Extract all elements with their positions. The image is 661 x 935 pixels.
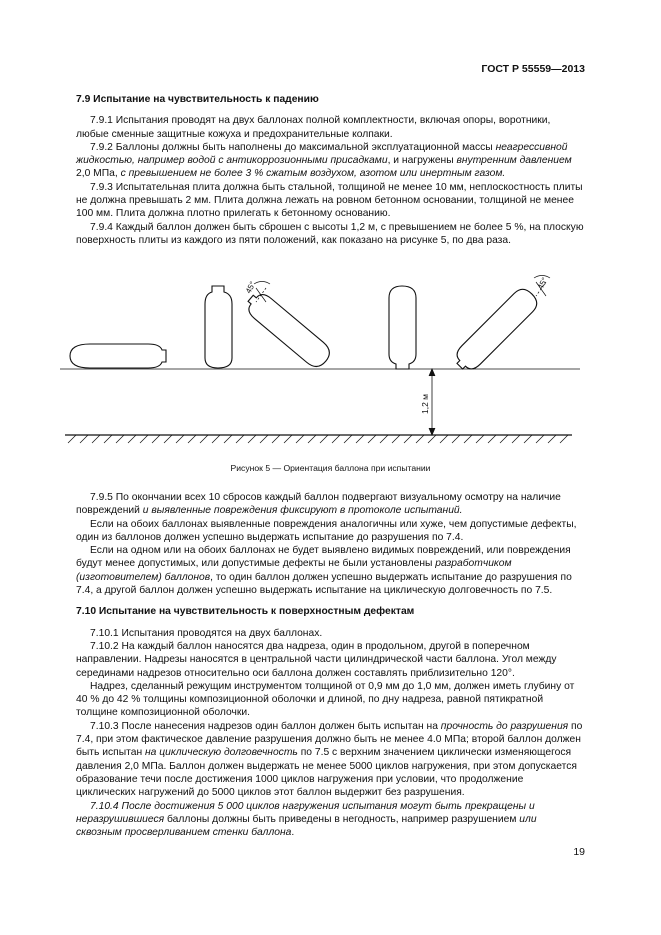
para-7-9-2: 7.9.2 Баллоны должны быть наполнены до максимальной эксплуатационной массы неагрессивной жидкостью, например водой с антикоррозионными присадками, и нагружены внутренним давлением 2,0 МПа, с превышением не более 3 % сжатым воздухом, азотом или инертным газом. [76, 141, 572, 180]
angle-label-1: 45° [243, 280, 258, 295]
para-7-10-1: 7.10.1 Испытания проводятся на двух баллонах. [90, 627, 323, 639]
cylinder-horizontal [70, 344, 166, 368]
height-label: 1,2 м [420, 393, 430, 414]
section-7-9-title: 7.9 Испытание на чувствительность к падению [76, 94, 319, 105]
para-7-10-3: 7.10.3 После нанесения надрезов один баллон должен быть испытан на прочность до разрушения по 7.4, при этом фактическое давление разрушения должно быть не менее 4.0 МПа; второй баллон должен быть испытан на циклическую долговечность по 7.5 с верхним значением циклически изменяющегося давления 2,0 МПа. Баллон должен выдержать не менее 5000 циклов нагружения, при этом допускается образование течи после достижения 1000 циклов нагружения при условии, что продолжение циклических нагружений до 5000 циклов этот баллон выдержит без разрушения. [76, 720, 583, 799]
section-7-9-5 [76, 491, 585, 839]
document-header: ГОСТ Р 55559—2013 [481, 63, 585, 75]
para-7-9-5: 7.9.5 По окончании всех 10 сбросов каждый баллон подвергают визуальному осмотру на наличие повреждений и выявленные повреждения фиксируют в протоколе испытаний. [76, 492, 561, 517]
ground-hatching [68, 435, 568, 443]
figure-5-drop-orientations [60, 268, 580, 448]
para-7-9-4: 7.9.4 Каждый баллон должен быть сброшен с высоты 1,2 м, с превышением не более 5 %, на плоскую поверхность плиты из каждого из пяти положений, как показано на рисунке 5, по два раза. [76, 221, 584, 246]
cylinder-tilted-45-neck-down [451, 285, 542, 376]
para-7-9-3: 7.9.3 Испытательная плита должна быть стальной, толщиной не менее 10 мм, неплоскостность плиты не должна превышать 2 мм. Плита должна лежать на ровном бетонном основании, толщиной не менее 100 мм. Плита должна плотно прилегать к бетонному основанию. [76, 181, 583, 220]
angle-label-2: 45° [535, 276, 550, 291]
para-both-cylinders: Если на обоих баллонах выявленные повреждения аналогичны или хуже, чем допустимые дефекты, один из баллонов должен успешно выдержать испытание до разрушения по 7.4. [76, 518, 577, 543]
page-number: 19 [573, 846, 585, 858]
cylinder-vertical-neck-down [389, 286, 416, 369]
figure-caption: Рисунок 5 — Ориентация баллона при испытании [230, 463, 431, 473]
para-7-9-1: 7.9.1 Испытания проводят на двух баллонах полной комплектности, включая опоры, воротники, любые сменные защитные кожуха и предохранительные колпаки. [76, 115, 551, 140]
section-7-9 [76, 93, 585, 247]
para-cut: Надрез, сделанный режущим инструментом толщиной от 0,9 мм до 1,0 мм, должен иметь глубину от 40 % до 42 % толщины композиционной оболочки и длиной, по дну надреза, равной пятикратной толщине композиционной оболочки. [76, 680, 575, 719]
para-one-cylinder: Если на одном или на обоих баллонах не будет выявлено видимых повреждений, или повреждения будут менее допустимых, или допустимые дефекты не были установлены разработчиком (изготовителем) баллонов, то один баллон должен успешно выдержать испытание до разрушения по 7.4, а другой баллон должен успешно выдержать испытание на циклическую долговечность по 7.5. [76, 545, 572, 597]
cylinder-tilted-45-neck-up [242, 288, 334, 371]
cylinder-vertical-neck-up [205, 286, 232, 368]
section-7-10-title: 7.10 Испытание на чувствительность к поверхностным дефектам [76, 606, 415, 618]
para-7-10-4: 7.10.4 После достижения 5 000 циклов нагружения испытания могут быть прекращены и неразрушившиеся баллоны должны быть приведены в негодность, например разрушением или сквозным просверливанием стенки баллона. [76, 800, 537, 839]
para-7-10-2: 7.10.2 На каждый баллон наносятся два надреза, один в продольном, другой в поперечном направлении. Надрезы наносятся в центральной части цилиндрической части баллона. Угол между серединами надрезов относительно оси баллона должен составлять приблизительно 120°. [76, 640, 557, 679]
